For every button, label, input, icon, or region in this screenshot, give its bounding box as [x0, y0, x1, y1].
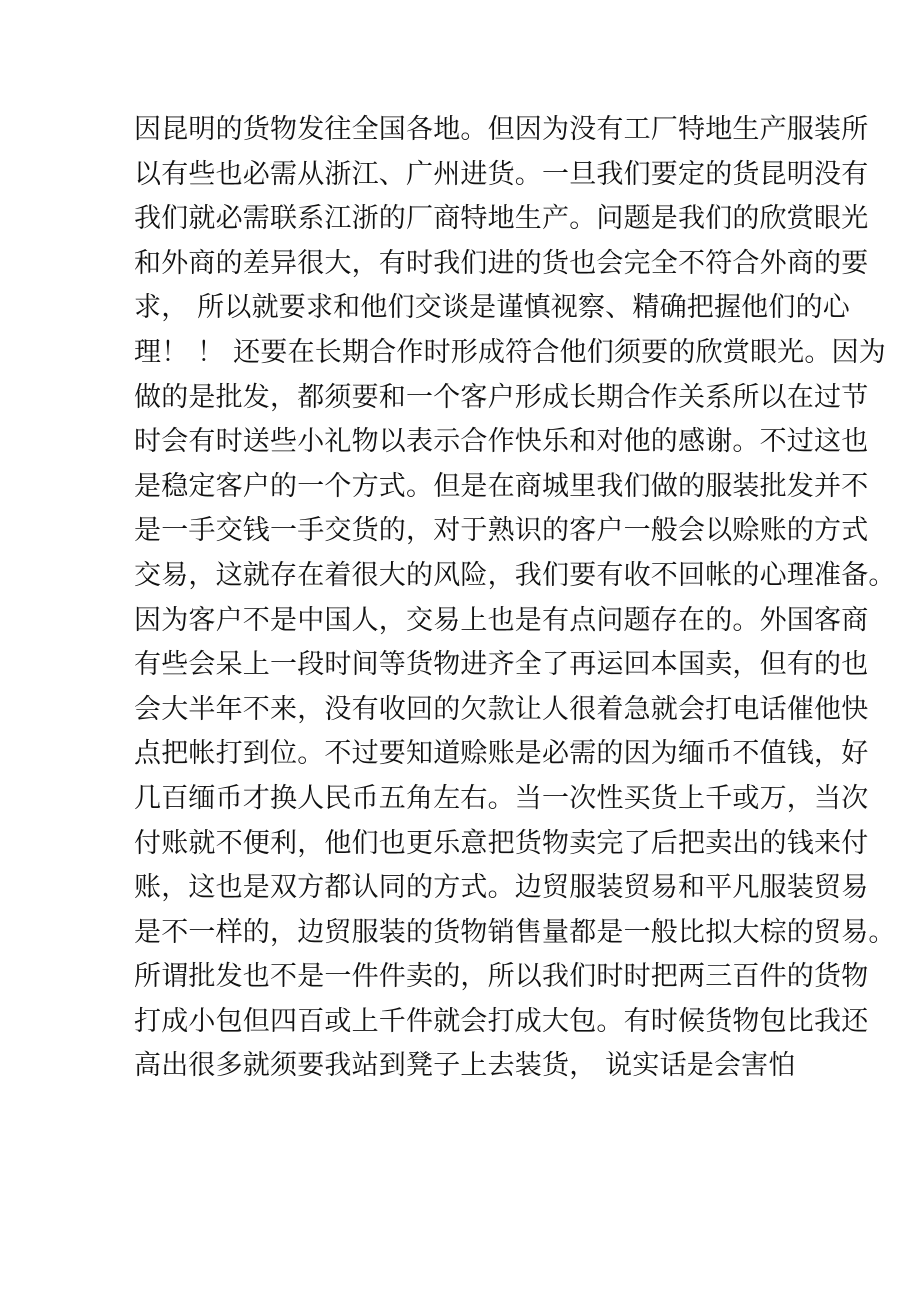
text-line: 时会有时送些小礼物以表示合作快乐和对他的感谢。不过这也	[134, 426, 869, 458]
text-line: 付账就不便利，他们也更乐意把货物卖完了后把卖出的钱来付	[134, 827, 869, 859]
body-text	[134, 108, 896, 1089]
text-line: 账，这也是双方都认同的方式。边贸服装贸易和平凡服装贸易	[134, 872, 869, 904]
text-line: 会大半年不来，没有收回的欠款让人很着急就会打电话催他快	[134, 693, 869, 725]
text-line: 点把帐打到位。不过要知道赊账是必需的因为缅币不值钱，好	[134, 738, 869, 770]
text-line: 以有些也必需从浙江、广州进货。一旦我们要定的货昆明没有	[134, 158, 869, 190]
text-line: 我们就必需联系江浙的厂商特地生产。问题是我们的欣赏眼光	[134, 203, 869, 235]
text-line: 做的是批发，都须要和一个客户形成长期合作关系所以在过节	[134, 381, 869, 413]
text-line: 求， 所以就要求和他们交谈是谨慎视察、精确把握他们的心	[134, 292, 850, 324]
text-line: 是稳定客户的一个方式。但是在商城里我们做的服装批发并不	[134, 470, 869, 502]
text-line: 因昆明的货物发往全国各地。但因为没有工厂特地生产服装所	[134, 114, 869, 145]
text-line: 几百缅币才换人民币五角左右。当一次性买货上千或万，当次	[134, 782, 869, 814]
text-line: 是一手交钱一手交货的，对于熟识的客户一般会以赊账的方式	[134, 515, 869, 547]
text-line: 交易，这就存在着很大的风险，我们要有收不回帐的心理准备。	[134, 559, 896, 591]
text-line: 和外商的差异很大，有时我们进的货也会完全不符合外商的要	[134, 247, 869, 279]
text-line: 理！ ！ 还要在长期合作时形成符合他们须要的欣赏眼光。因为	[134, 336, 886, 368]
text-line: 打成小包但四百或上千件就会打成大包。有时候货物包比我还	[134, 1005, 869, 1037]
text-line: 所谓批发也不是一件件卖的，所以我们时时把两三百件的货物	[134, 961, 869, 993]
text-line: 有些会呆上一段时间等货物进齐全了再运回本国卖，但有的也	[134, 649, 869, 681]
text-line: 因为客户不是中国人，交易上也是有点问题存在的。外国客商	[134, 604, 869, 636]
text-line: 是不一样的，边贸服装的货物销售量都是一般比拟大棕的贸易。	[134, 916, 896, 948]
text-line: 高出很多就须要我站到凳子上去装货， 说实话是会害怕	[134, 1050, 796, 1082]
